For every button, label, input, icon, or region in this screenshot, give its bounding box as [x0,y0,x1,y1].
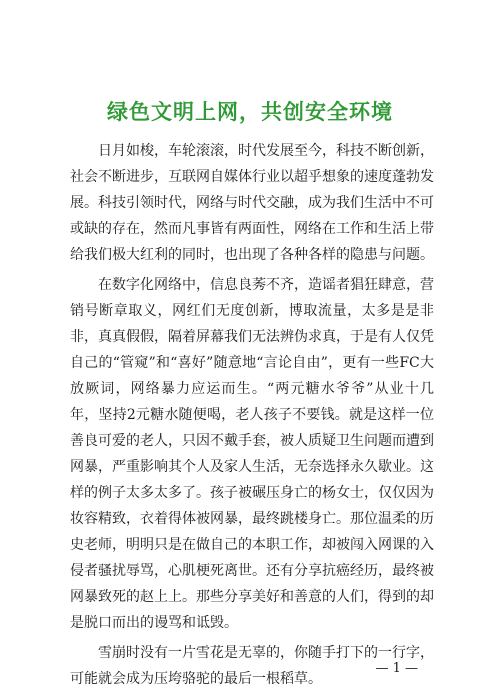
paragraph: 在数字化网络中，信息良莠不齐，造谣者猖狂肆意，营销号断章取义，网红们无度创新，博取流量，太多是是非非，真真假假，隔着屏幕我们无法辨伪求真，于是有人仅凭自己的“管窥”和“喜好”随意地“言论自由”，更有一些FC大放厥词，网络暴力应运而生。“两元糖水爷爷”从业十几年，坚持2元糖水随便喝，老人孩子不要钱。就是这样一位善良可爱的老人，只因不戴手套，被人质疑卫生问题而遭到网暴，严重影响其个人及家人生活，无奈选择永久歇业。这样的例子太多太多了。孩子被碾压身亡的杨女士，仅仅因为妆容精致，衣着得体被网暴，最终跳楼身亡。那位温柔的历史老师，明明只是在做自己的本职工作，却被闯入网课的入侵者骚扰辱骂，心肌梗死离世。还有分享抗癌经历，最终被网暴致死的赵上上。那些分享美好和善意的人们，得到的却是脱口而出的谩骂和诋毁。 [70,277,434,631]
paragraph: 雪崩时没有一片雪花是无辜的，你随手打下的一行字，可能就会成为压垮骆驼的最后一根稻草。 [70,645,434,687]
document-title: 绿色文明上网，共创安全环境 [107,99,393,125]
paragraph: 日月如梭，车轮滚滚，时代发展至今，科技不断创新，社会不断进步，互联网自媒体行业以超乎想象的速度蓬勃发展。科技引领时代，网络与时代交融，成为我们生活中不可或缺的存在，然而凡事皆有两面性，网络在工作和生活上带给我们极大红利的同时，也出现了各种各样的隐患与问题。 [70,143,434,263]
document-body [70,138,434,696]
page-number: — 1 — [375,661,418,676]
